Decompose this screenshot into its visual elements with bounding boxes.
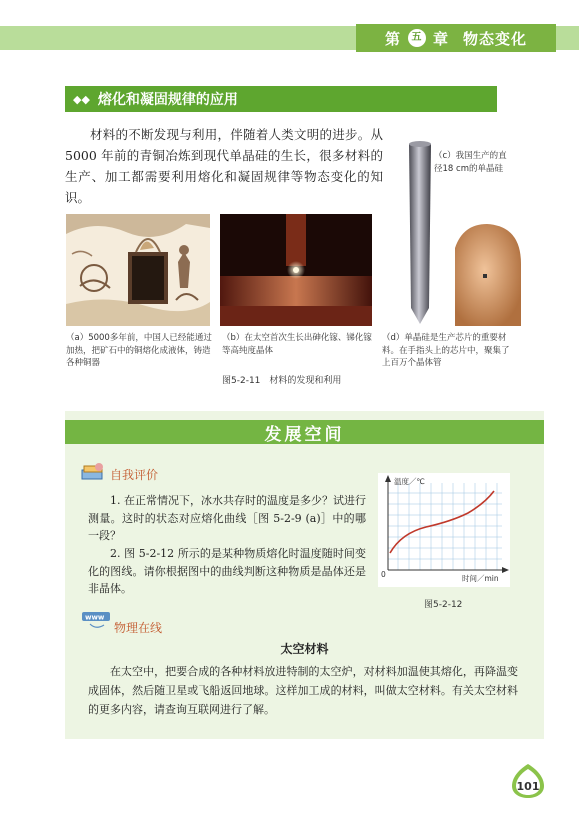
chapter-number: 五	[408, 29, 426, 47]
chapter-suffix: 章	[432, 29, 449, 48]
chapter-heading	[356, 24, 556, 52]
chapter-prefix: 第	[384, 29, 401, 48]
svg-text:www: www	[85, 613, 105, 622]
caption-b: （b）在太空首次生长出砷化镓、锑化镓等高纯度晶体	[222, 333, 372, 356]
graph-origin: 0	[381, 570, 386, 579]
graph-xlabel: 时间／min	[462, 574, 499, 583]
figure-label: 图5-2-11 材料的发现和利用	[222, 376, 342, 386]
melting-graph-svg	[378, 473, 510, 587]
section-title: 熔化和凝固规律的应用	[97, 92, 238, 108]
diamond-icon: ◆◆	[73, 92, 90, 106]
page-number-badge	[508, 760, 548, 800]
graph-ylabel: 温度／℃	[394, 477, 425, 486]
question-2: 2. 图 5-2-12 所示的是某种物质熔化时温度随时间变化的图线。请你根据图中的曲线判断这种物质是晶体还是非晶体。	[88, 547, 366, 595]
x-axis-arrow	[502, 567, 509, 573]
section-title-bar	[65, 86, 497, 112]
chapter-title: 物态变化	[463, 29, 528, 48]
photo-ancient-smelting	[66, 214, 210, 326]
graph-grid	[388, 483, 502, 570]
page-number: 101	[516, 780, 540, 793]
article-body: 在太空中，把要合成的各种材料放进特制的太空炉，对材料加温使其熔化，再降温变成固体，然后随卫星或飞船返回地球。这样加工成的材料，叫做太空材料。有关太空材料的更多内容，请查询互联网进行了解。	[88, 665, 518, 716]
y-axis-arrow	[385, 475, 391, 482]
photo-space-crystal	[220, 214, 372, 326]
question-1: 1. 在正常情况下，冰水共存时的温度是多少？试进行测量。这时的状态对应熔化曲线［图 5-2-9 (a)］中的哪一段？	[88, 494, 366, 542]
development-title: 发展空间	[65, 420, 544, 444]
self-eval-heading: 自我评价	[110, 468, 159, 482]
caption-c: （c）我国生产的直径18 cm的单晶硅	[434, 151, 507, 174]
caption-a: （a）5000多年前，中国人已经能通过加热，把矿石中的铜熔化成液体，铸造各种铜器	[66, 333, 212, 368]
www-icon	[82, 610, 112, 636]
book-icon	[80, 462, 106, 486]
intro-paragraph: 材料的不断发现与利用，伴随着人类文明的进步。从 5000 年前的青铜冶炼到现代单晶硅的生长，很多材料的生产、加工都需要利用熔化和凝固规律等物态变化的知识。	[65, 127, 383, 205]
caption-d: （d）单晶硅是生产芯片的重要材料。在手指头上的芯片中，聚集了上百万个晶体管	[382, 333, 510, 368]
graph-caption: 图5-2-12	[424, 600, 463, 610]
melting-graph	[378, 473, 510, 587]
physics-online-heading: 物理在线	[114, 621, 163, 635]
article-title: 太空材料	[280, 642, 329, 656]
